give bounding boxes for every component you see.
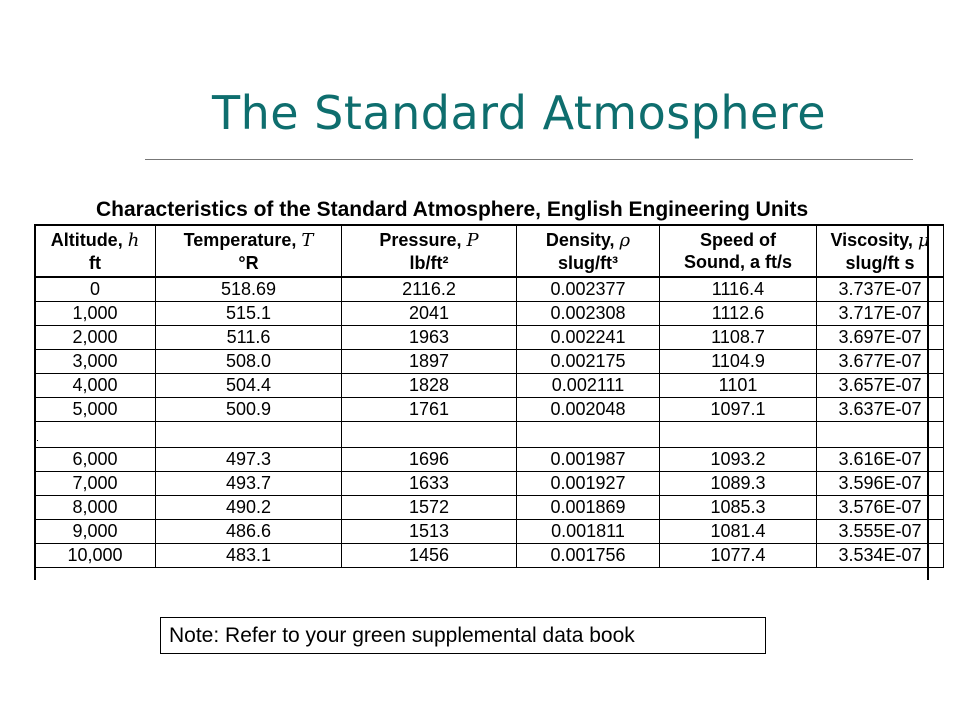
cell-density: 0.001756 xyxy=(517,544,660,568)
cell-pressure: 1828 xyxy=(342,374,517,398)
header-pressure: Pressure, P lb/ft² xyxy=(342,225,517,277)
table-row xyxy=(35,326,944,350)
cell-empty xyxy=(342,422,517,448)
cell-speed-of-sound: 1093.2 xyxy=(660,448,817,472)
cell-altitude: 1,000 xyxy=(35,302,156,326)
cell-altitude: 9,000 xyxy=(35,520,156,544)
cell-temperature: 515.1 xyxy=(156,302,342,326)
cell-altitude: 4,000 xyxy=(35,374,156,398)
cell-viscosity: 3.737E-07 xyxy=(817,277,944,302)
cell-empty xyxy=(517,422,660,448)
cell-temperature: 500.9 xyxy=(156,398,342,422)
title-divider xyxy=(145,159,913,160)
cell-density: 0.001987 xyxy=(517,448,660,472)
cell-density: 0.002308 xyxy=(517,302,660,326)
cell-altitude: 7,000 xyxy=(35,472,156,496)
cell-density: 0.001811 xyxy=(517,520,660,544)
cell-speed-of-sound: 1097.1 xyxy=(660,398,817,422)
cell-viscosity: 3.616E-07 xyxy=(817,448,944,472)
cell-pressure: 2116.2 xyxy=(342,277,517,302)
cell-empty xyxy=(660,422,817,448)
cell-density: 0.002175 xyxy=(517,350,660,374)
cell-viscosity: 3.677E-07 xyxy=(817,350,944,374)
header-temperature: Temperature, T °R xyxy=(156,225,342,277)
cell-temperature: 497.3 xyxy=(156,448,342,472)
cell-temperature: 504.4 xyxy=(156,374,342,398)
cell-speed-of-sound: 1104.9 xyxy=(660,350,817,374)
table-row xyxy=(35,472,944,496)
cell-viscosity: 3.555E-07 xyxy=(817,520,944,544)
slide-title: The Standard Atmosphere xyxy=(212,86,827,140)
header-speed-of-sound: Speed of Sound, a ft/s xyxy=(660,225,817,277)
cell-speed-of-sound: 1077.4 xyxy=(660,544,817,568)
table-row xyxy=(35,302,944,326)
cell-speed-of-sound: 1085.3 xyxy=(660,496,817,520)
table-row xyxy=(35,398,944,422)
cell-viscosity: 3.576E-07 xyxy=(817,496,944,520)
cell-density: 0.002241 xyxy=(517,326,660,350)
cell-temperature: 483.1 xyxy=(156,544,342,568)
cell-speed-of-sound: 1112.6 xyxy=(660,302,817,326)
cell-viscosity: 3.637E-07 xyxy=(817,398,944,422)
cell-pressure: 1696 xyxy=(342,448,517,472)
cell-viscosity: 3.717E-07 xyxy=(817,302,944,326)
cell-viscosity: 3.534E-07 xyxy=(817,544,944,568)
standard-atmosphere-table xyxy=(34,224,944,568)
cell-viscosity: 3.657E-07 xyxy=(817,374,944,398)
cell-temperature: 518.69 xyxy=(156,277,342,302)
cell-viscosity: 3.596E-07 xyxy=(817,472,944,496)
cell-temperature: 511.6 xyxy=(156,326,342,350)
cell-temperature: 486.6 xyxy=(156,520,342,544)
table-row xyxy=(35,520,944,544)
cell-pressure: 1761 xyxy=(342,398,517,422)
table-row xyxy=(35,496,944,520)
cell-altitude: 6,000 xyxy=(35,448,156,472)
cell-speed-of-sound: 1116.4 xyxy=(660,277,817,302)
cell-pressure: 1513 xyxy=(342,520,517,544)
cell-density: 0.002377 xyxy=(517,277,660,302)
cell-temperature: 493.7 xyxy=(156,472,342,496)
cell-pressure: 1633 xyxy=(342,472,517,496)
cell-altitude: 3,000 xyxy=(35,350,156,374)
table-row xyxy=(35,350,944,374)
cell-speed-of-sound: 1101 xyxy=(660,374,817,398)
cell-density: 0.001927 xyxy=(517,472,660,496)
note-box: Note: Refer to your green supplemental data book xyxy=(160,617,766,654)
header-density: Density, ρ slug/ft³ xyxy=(517,225,660,277)
table-row xyxy=(35,448,944,472)
table-row xyxy=(35,544,944,568)
cell-speed-of-sound: 1108.7 xyxy=(660,326,817,350)
cell-speed-of-sound: 1081.4 xyxy=(660,520,817,544)
cell-temperature: 490.2 xyxy=(156,496,342,520)
cell-altitude: 10,000 xyxy=(35,544,156,568)
cell-empty xyxy=(35,422,156,448)
table-header-row xyxy=(35,225,944,277)
stray-dot xyxy=(37,440,38,441)
table-row xyxy=(35,277,944,302)
cell-density: 0.002111 xyxy=(517,374,660,398)
header-viscosity: Viscosity, μ slug/ft s xyxy=(817,225,944,277)
header-altitude: Altitude, h ft xyxy=(35,225,156,277)
table-heading: Characteristics of the Standard Atmosphere, English Engineering Units xyxy=(96,198,809,221)
cell-density: 0.001869 xyxy=(517,496,660,520)
table-spacer-row xyxy=(35,422,944,448)
cell-altitude: 0 xyxy=(35,277,156,302)
cell-altitude: 8,000 xyxy=(35,496,156,520)
table-row xyxy=(35,374,944,398)
cell-pressure: 1572 xyxy=(342,496,517,520)
cell-speed-of-sound: 1089.3 xyxy=(660,472,817,496)
cell-altitude: 5,000 xyxy=(35,398,156,422)
cell-pressure: 1897 xyxy=(342,350,517,374)
cell-pressure: 1456 xyxy=(342,544,517,568)
cell-temperature: 508.0 xyxy=(156,350,342,374)
cell-viscosity: 3.697E-07 xyxy=(817,326,944,350)
cell-empty xyxy=(156,422,342,448)
cell-pressure: 1963 xyxy=(342,326,517,350)
cell-altitude: 2,000 xyxy=(35,326,156,350)
cell-empty xyxy=(817,422,944,448)
cell-density: 0.002048 xyxy=(517,398,660,422)
cell-pressure: 2041 xyxy=(342,302,517,326)
